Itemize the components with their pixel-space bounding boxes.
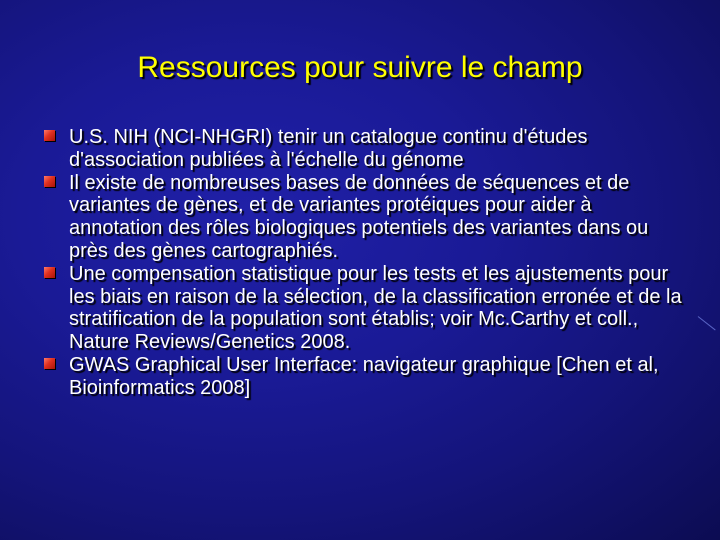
bullet-item [40,126,690,172]
bullet-item [40,172,690,263]
bullet-item [40,354,690,400]
square-bullet-icon [44,130,55,141]
bullet-text: Il existe de nombreuses bases de données de séquences et de variantes de gènes, et de variantes protéiques pour aider à annotation des rôles biologiques potentiels des variantes dans ou près des gènes cartographiés. [69,171,649,262]
square-bullet-icon [44,358,55,369]
square-bullet-icon [44,267,55,278]
bullet-text: GWAS Graphical User Interface: navigateur graphique [Chen et al, Bioinformatics 2008] [69,353,659,399]
bullet-text: Une compensation statistique pour les tests et les ajustements pour les biais en raison de la sélection, de la classification erronée et de la stratification de la population sont établis; voir Mc.Carthy et coll., Nature Reviews/Genetics 2008. [69,262,682,354]
bullet-list [40,126,690,400]
bullet-text: U.S. NIH (NCI-NHGRI) tenir un catalogue continu d'études d'association publiées à l'échelle du génome [69,126,588,171]
decorative-line [698,316,716,330]
square-bullet-icon [44,176,55,187]
slide-title: Ressources pour suivre le champ [137,51,583,84]
bullet-item [40,263,690,354]
